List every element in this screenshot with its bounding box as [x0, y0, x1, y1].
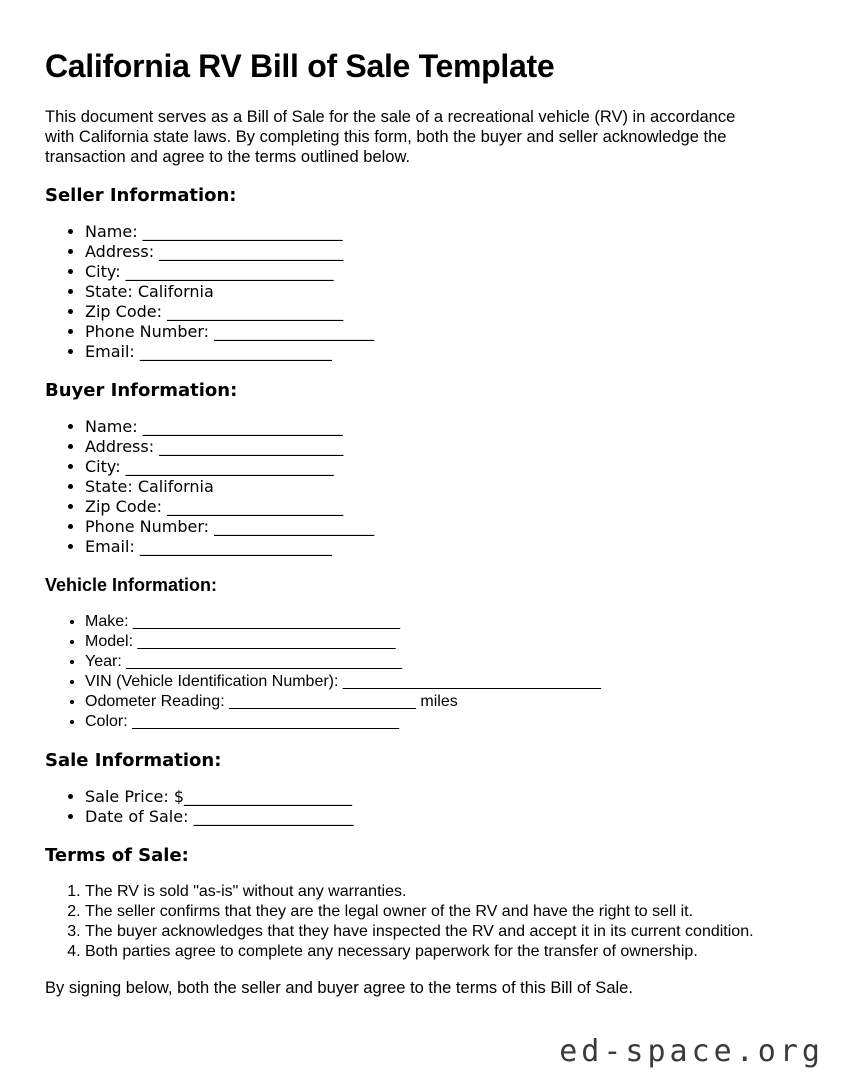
list-item: • Zip Code: ______________________ — [85, 497, 799, 517]
terms-of-sale-list — [45, 882, 765, 962]
buyer-information-list — [45, 417, 799, 557]
form-sections — [45, 185, 799, 962]
list-item: • Odometer Reading: _____________________ miles — [85, 692, 799, 712]
section-heading-vehicle-information: Vehicle Information: — [45, 575, 218, 596]
sale-information-list — [45, 787, 799, 827]
list-item: • City: __________________________ — [85, 262, 799, 282]
seller-information-list — [45, 222, 799, 362]
section-heading-sale-information: Sale Information: — [45, 750, 222, 772]
list-item: • State: California — [85, 282, 799, 302]
list-item: • Email: ________________________ — [85, 342, 799, 362]
list-item: • Name: _________________________ — [85, 222, 799, 242]
closing-paragraph: By signing below, both the seller and buyer agree to the terms of this Bill of Sale. — [45, 979, 633, 998]
list-item: • Date of Sale: ____________________ — [85, 807, 799, 827]
intro-paragraph: This document serves as a Bill of Sale for the sale of a recreational vehicle (RV) in accordance with California state laws. By completing this form, both the buyer and seller acknowledge the transaction and agree to the terms outlined below. — [45, 108, 736, 167]
list-item: • Year: _______________________________ — [85, 652, 799, 672]
list-item: • Color: ______________________________ — [85, 712, 799, 732]
list-item: 4. Both parties agree to complete any necessary paperwork for the transfer of ownership. — [85, 942, 765, 962]
list-item: • Phone Number: ____________________ — [85, 322, 799, 342]
vehicle-information-list — [45, 612, 799, 732]
watermark: ed-space.org — [559, 1034, 824, 1069]
list-item: • Name: _________________________ — [85, 417, 799, 437]
section-heading-buyer-information: Buyer Information: — [45, 380, 238, 402]
list-item: • State: California — [85, 477, 799, 497]
list-item: • Make: ______________________________ — [85, 612, 799, 632]
list-item: • City: __________________________ — [85, 457, 799, 477]
list-item: • Sale Price: $_____________________ — [85, 787, 799, 807]
list-item: 3. The buyer acknowledges that they have inspected the RV and accept it in its current condition. — [85, 922, 765, 942]
list-item: • Email: ________________________ — [85, 537, 799, 557]
list-item: • Zip Code: ______________________ — [85, 302, 799, 322]
list-item: 1. The RV is sold "as-is" without any warranties. — [85, 882, 765, 902]
list-item: • Address: _______________________ — [85, 242, 799, 262]
page-title: California RV Bill of Sale Template — [45, 48, 555, 84]
list-item: 2. The seller confirms that they are the legal owner of the RV and have the right to sell it. — [85, 902, 765, 922]
list-item: • VIN (Vehicle Identification Number): _____________________________ — [85, 672, 799, 692]
list-item: • Address: _______________________ — [85, 437, 799, 457]
section-heading-seller-information: Seller Information: — [45, 185, 237, 207]
list-item: • Model: _____________________________ — [85, 632, 799, 652]
section-heading-terms-of-sale: Terms of Sale: — [45, 845, 189, 867]
list-item: • Phone Number: ____________________ — [85, 517, 799, 537]
